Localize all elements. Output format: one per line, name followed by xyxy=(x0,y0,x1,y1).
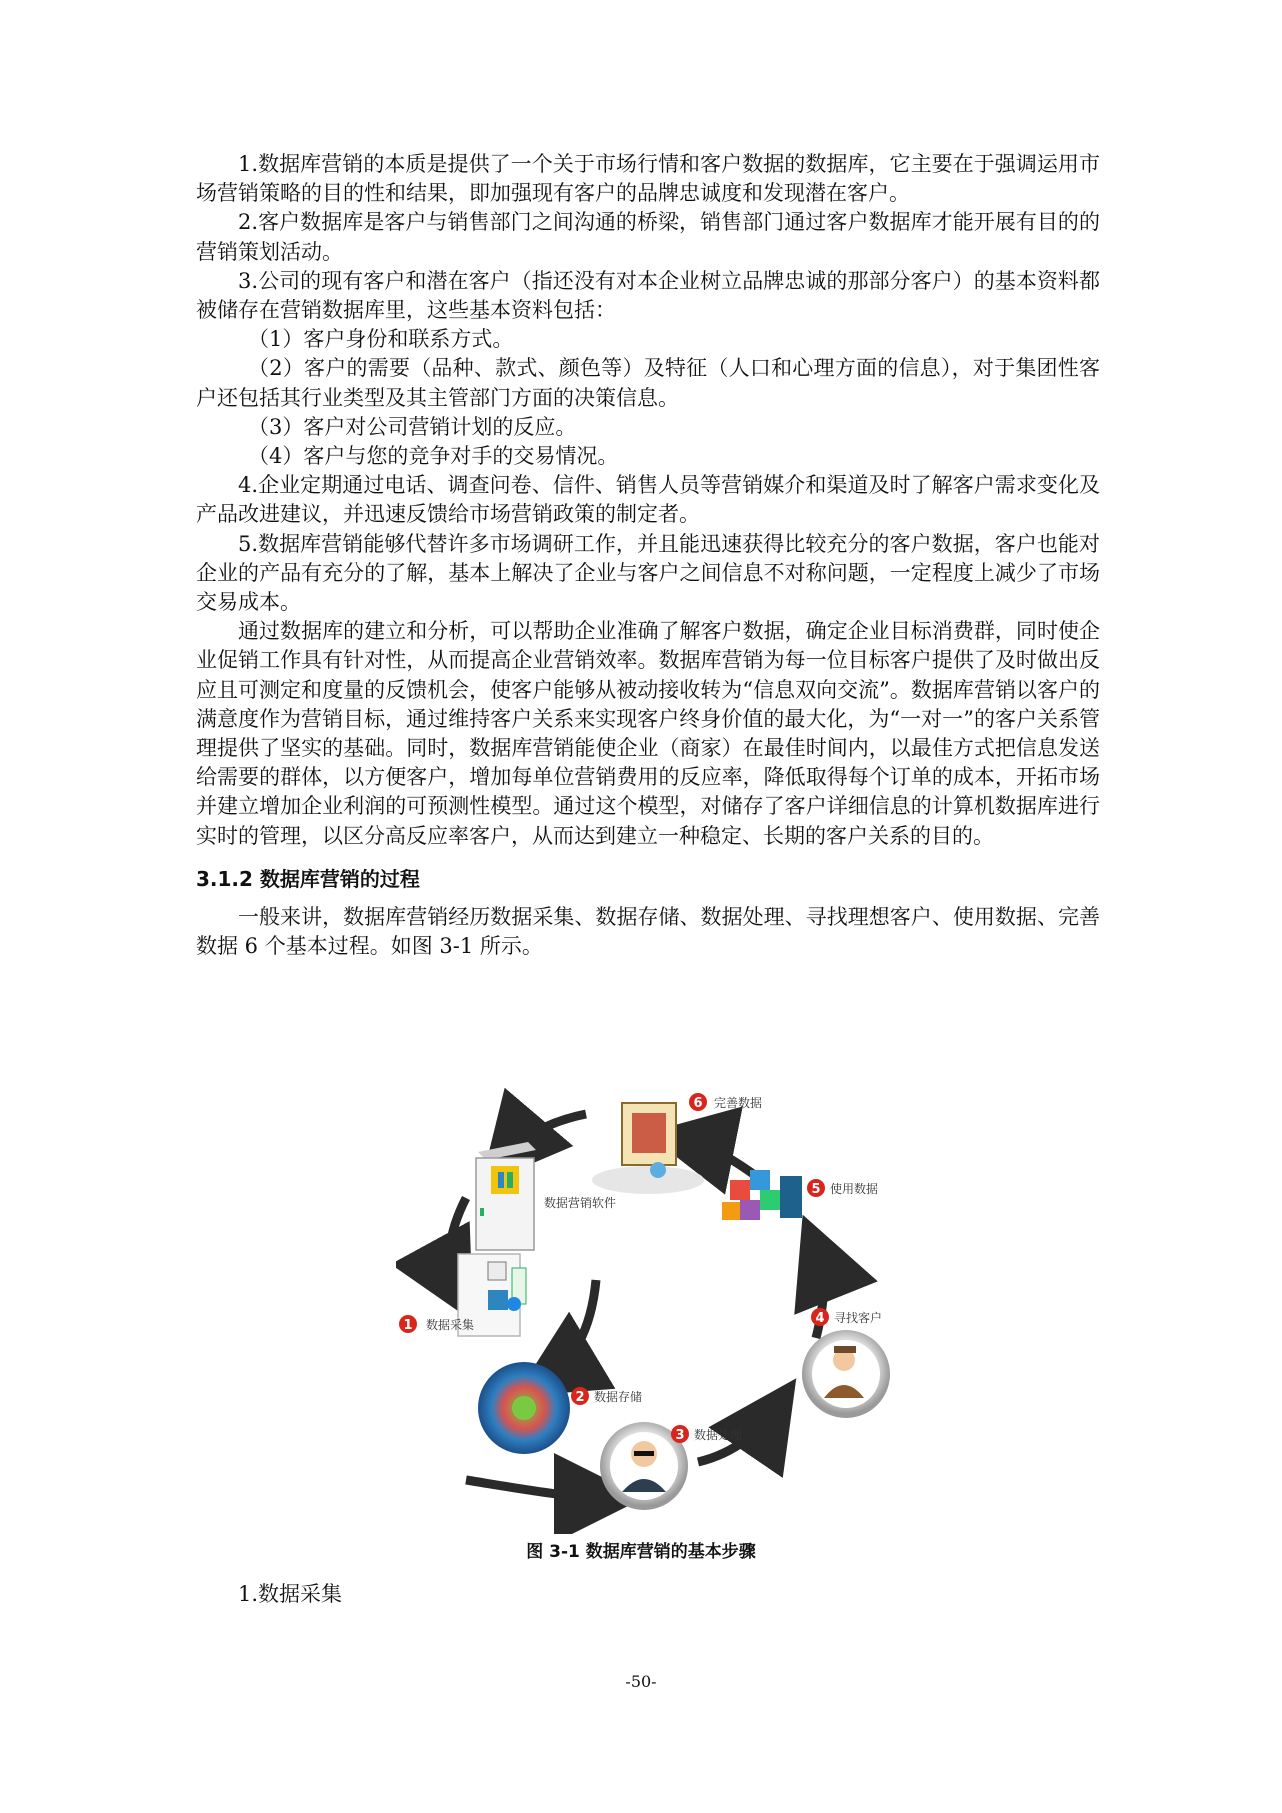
software-label: 数据营销软件 xyxy=(544,1196,617,1210)
figure-caption: 图 3-1 数据库营销的基本步骤 xyxy=(526,1542,756,1562)
list-item-1: （1）客户身份和联系方式。 xyxy=(248,327,514,352)
step-4-number: 4 xyxy=(815,1311,825,1326)
customer-avatar-icon xyxy=(802,1330,890,1418)
step-1-label: 数据采集 xyxy=(426,1318,475,1332)
list-item-3: （3）客户对公司营销计划的反应。 xyxy=(248,414,577,439)
paragraph-4: 4.企业定期通过电话、调查问卷、信件、销售人员等营销媒介和渠道及时了解客户需求变化及产品改进建议，并迅速反馈给市场营销政策的制定者。 xyxy=(196,473,1100,527)
storage-disc-icon xyxy=(478,1362,570,1454)
step-6-label: 完善数据 xyxy=(714,1096,763,1110)
arrow-top-right xyxy=(681,1140,756,1176)
step-2-number: 2 xyxy=(575,1390,585,1405)
step-3-number: 3 xyxy=(675,1428,685,1443)
section-paragraph: 一般来讲，数据库营销经历数据采集、数据存储、数据处理、寻找理想客户、使用数据、完善数据 6 个基本过程。如图 3-1 所示。 xyxy=(196,904,1100,959)
step-6-number: 6 xyxy=(693,1096,703,1111)
list-item-4: （4）客户与您的竞争对手的交易情况。 xyxy=(248,444,619,469)
paragraph-2: 2.客户数据库是客户与销售部门之间沟通的桥梁，销售部门通过客户数据库才能开展有目的的营销策划活动。 xyxy=(196,210,1100,264)
list-item-2: （2）客户的需要（品种、款式、颜色等）及特征（人口和心理方面的信息），对于集团性客户还包括其行业类型及其主管部门方面的决策信息。 xyxy=(196,356,1100,410)
software-box-icon xyxy=(476,1142,536,1250)
step-1-number: 1 xyxy=(403,1318,413,1333)
paragraph-summary: 通过数据库的建立和分析，可以帮助企业准确了解客户数据，确定企业目标消费群，同时使企业促销工作具有针对性，从而提高企业营销效率。数据库营销为每一位目标客户提供了及时做出反应且可测定和度量的反馈机会，使客户能够从被动接收转为“信息双向交流”。数据库营销以客户的满意度作为营销目标，通过维持客户关系来实现客户终身价值的最大化，为“一对一”的客户关系管理提供了坚实的基础。同时，数据库营销能使企业（商家）在最佳时间内，以最佳方式把信息发送给需要的群体，以方便客户，增加每单位营销费用的反应率，降低取得每个订单的成本，开拓市场并建立增加企业利润的可预测性模型。通过这个模型，对储存了客户详细信息的计算机数据库进行实时的管理，以区分高反应率客户，从而达到建立一种稳定、长期的客户关系的目的。 xyxy=(196,619,1100,848)
arrow-center-down xyxy=(546,1280,596,1378)
paragraph-1: 1.数据库营销的本质是提供了一个关于市场行情和客户数据的数据库，它主要在于强调运用市场营销策略的目的性和结果，即加强现有客户的品牌忠诚度和发现潜在客户。 xyxy=(196,152,1100,206)
process-diagram xyxy=(396,1058,932,1534)
cubes-icon xyxy=(722,1170,802,1220)
page-number: -50- xyxy=(625,1672,657,1691)
paragraph-5: 5.数据库营销能够代替许多市场调研工作，并且能迅速获得比较充分的客户数据，客户也能对企业的产品有充分的了解，基本上解决了企业与客户之间信息不对称问题，一定程度上减少了市场交易成本。 xyxy=(196,531,1100,615)
step-2-label: 数据存储 xyxy=(594,1390,643,1404)
process-figure xyxy=(396,1058,932,1534)
document-body xyxy=(196,150,1100,961)
step-5-number: 5 xyxy=(811,1182,821,1197)
subsection-title: 1.数据采集 xyxy=(238,1582,343,1606)
paragraph-3: 3.公司的现有客户和潜在客户（指还没有对本企业树立品牌忠诚的那部分客户）的基本资料都被储存在营销数据库里，这些基本资料包括： xyxy=(196,268,1100,323)
step-5-label: 使用数据 xyxy=(830,1182,879,1196)
arrow-bottom-right xyxy=(466,1480,608,1498)
book-icon xyxy=(592,1103,704,1194)
section-heading: 3.1.2 数据库营销的过程 xyxy=(196,866,420,891)
step-3-label: 数据处理 xyxy=(694,1428,743,1442)
step-4-label: 寻找客户 xyxy=(834,1311,883,1325)
